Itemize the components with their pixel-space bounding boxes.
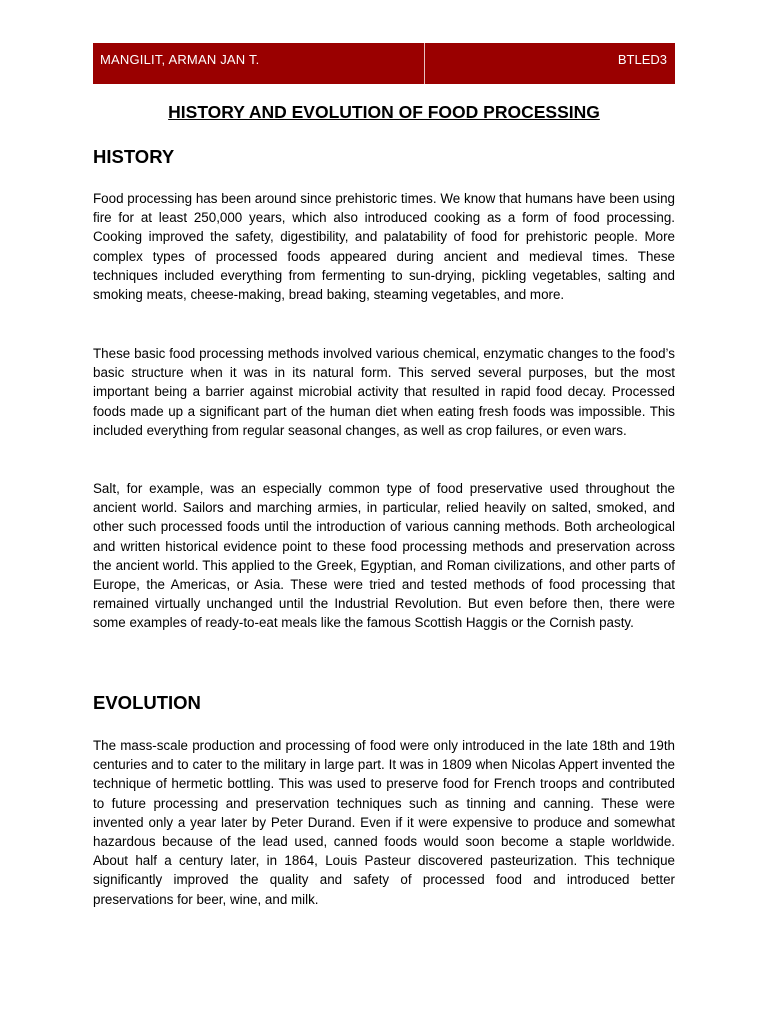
document-title: HISTORY AND EVOLUTION OF FOOD PROCESSING: [168, 102, 600, 122]
header-bar: [93, 43, 675, 84]
author-name: MANGILIT, ARMAN JAN T.: [93, 43, 425, 84]
history-paragraph-3: Salt, for example, was an especially common type of food preservative used throughout the ancient world. Sailors and marching armies, in particular, relied heavily on salted, smoked, and other such processed foods until the introduction of various canning methods. Both archeological and written historical evidence point to these food processing methods and preservation across the ancient world. This applied to the Greek, Egyptian, and Roman civilizations, and other parts of Europe, the Americas, or Asia. These were tried and tested methods of food processing that remained virtually unchanged until the Industrial Revolution. But even before then, there were some examples of ready-to-eat meals like the famous Scottish Haggis or the Cornish pasty.: [93, 481, 675, 631]
evolution-paragraph-1: The mass-scale production and processing of food were only introduced in the late 18th and 19th centuries and to cater to the military in large part. It was in 1809 when Nicolas Appert invented the technique of hermetic bottling. This was used to preserve food for French troops and contributed to future processing and preservation techniques such as tinning and canning. These were invented only a year later by Peter Durand. Even if it were expensive to produce and somewhat hazardous because of the lead used, canned foods would soon become a staple worldwide. About half a century later, in 1864, Louis Pasteur discovered pasteurization. This technique significantly improved the quality and safety of processed food and introduced better preservations for beer, wine, and milk.: [93, 738, 675, 907]
history-paragraph-1: Food processing has been around since prehistoric times. We know that humans have been using fire for at least 250,000 years, which also introduced cooking as a form of food processing. Cooking improved the safety, digestibility, and palatability of food for prehistoric people. More complex types of processed foods appeared during ancient and medieval times. These techniques included everything from fermenting to sun-drying, pickling vegetables, salting and smoking meats, cheese-making, bread baking, steaming vegetables, and more.: [93, 191, 675, 303]
course-code: BTLED3: [617, 52, 667, 67]
evolution-heading: EVOLUTION: [93, 692, 201, 713]
history-paragraph-2: These basic food processing methods involved various chemical, enzymatic changes to the food’s basic structure when it was in its natural form. This served several purposes, but the most important being a barrier against microbial activity that resulted in rapid food decay. Processed foods made up a significant part of the human diet when eating fresh foods was impossible. This included everything from regular seasonal changes, as well as crop failures, or even wars.: [93, 346, 675, 438]
history-heading: HISTORY: [93, 146, 175, 167]
